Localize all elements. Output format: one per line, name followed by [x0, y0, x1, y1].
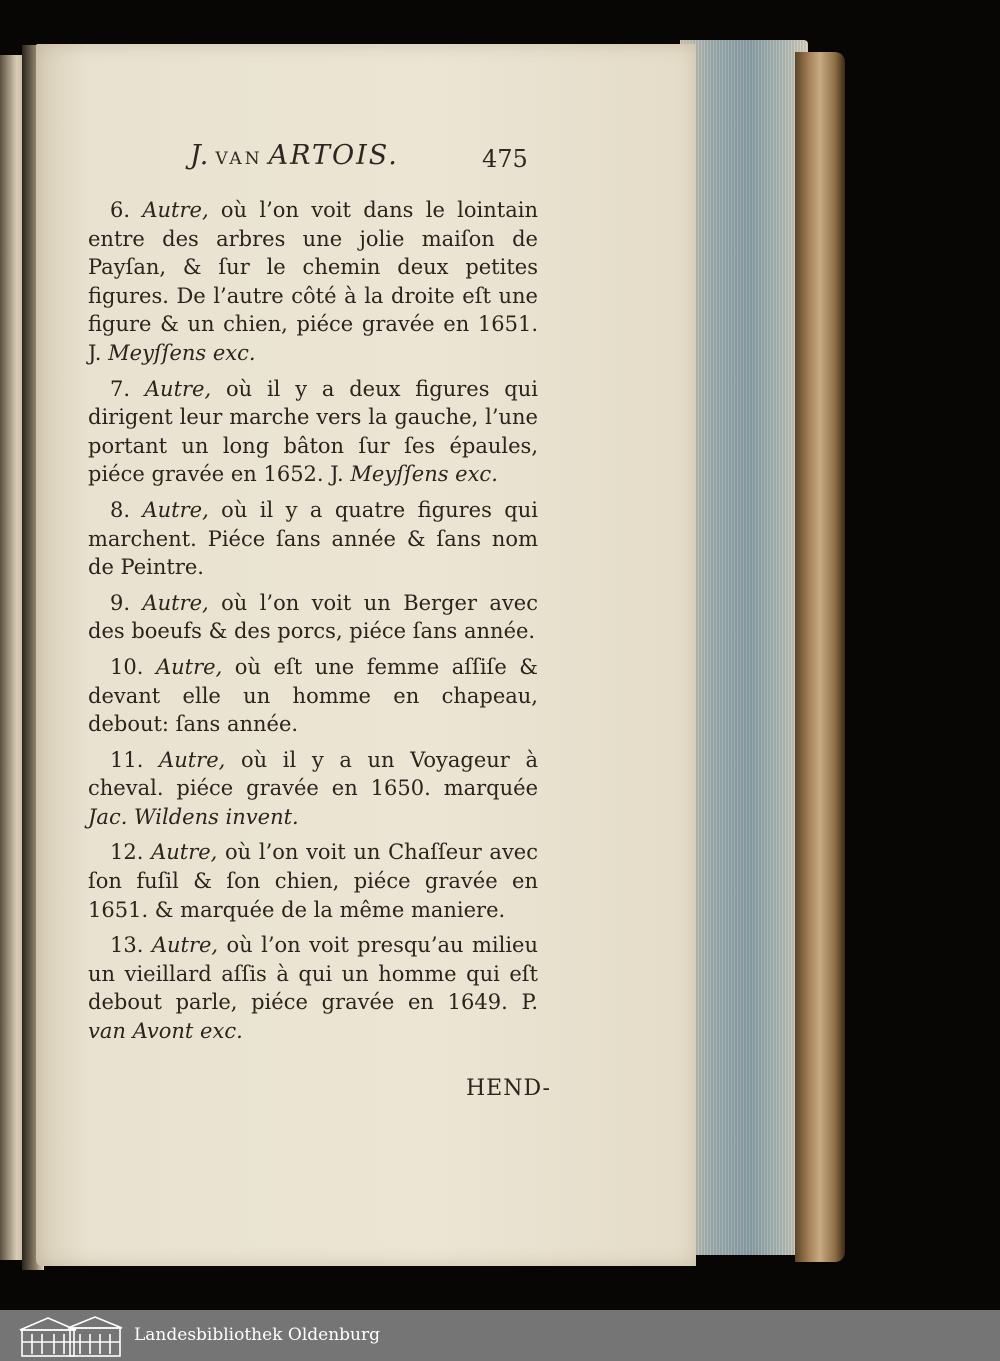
entry-number: 10. — [110, 654, 144, 679]
entry-text: où il y a deux figures qui dirigent leur marche vers la gauche, l’une portant un long bâton ſur ſes épaules, piéce gravée en 1652. J. — [88, 376, 538, 487]
header-name: ARTOIS. — [268, 140, 399, 171]
entry-italic: Jac. Wildens invent. — [88, 804, 299, 829]
header-van: VAN — [215, 149, 263, 169]
entry-number: 11. — [110, 747, 144, 772]
entry — [88, 653, 538, 739]
library-footer — [0, 1310, 1000, 1361]
entry-number: 8. — [110, 497, 131, 522]
entry-number: 12. — [110, 840, 144, 865]
entry — [88, 838, 538, 924]
library-name: Landesbibliothek Oldenburg — [134, 1325, 381, 1345]
entry-text: où l’on voit un Chaſſeur avec ſon fuſil & ſon chien, piéce gravée en 1651. & marquée de la même maniere. — [88, 840, 538, 922]
page-block-edges — [680, 40, 808, 1255]
entry — [88, 931, 538, 1045]
entry — [88, 196, 538, 368]
entry — [88, 746, 538, 832]
entry-keyword: Autre, — [142, 497, 209, 522]
entry-text: où l’on voit presqu’au milieu un vieillard aſſis à qui un homme qui eſt debout parle, piéce gravée en 1649. P. — [88, 933, 538, 1015]
entry-text: où eſt une femme aſſiſe & devant elle un homme en chapeau, debout: ſans année. — [88, 654, 538, 737]
entry-keyword: Autre, — [151, 840, 218, 865]
entry-text: où il y a un Voyageur à cheval. piéce gravée en 1650. marquée — [88, 747, 538, 801]
entry-keyword: Autre, — [144, 376, 212, 401]
page-text — [88, 196, 538, 1053]
entry-keyword: Autre, — [159, 747, 226, 772]
entry — [88, 589, 538, 646]
entry-text: où l’on voit dans le lointain entre des arbres une jolie maiſon de Payſan, & ſur le chemin deux petites figures. De l’autre côté à la droite eſt une figure & un chien, piéce gravée en 1651. J. — [88, 198, 538, 365]
page-number: 475 — [482, 145, 528, 173]
entry-text: où l’on voit un Berger avec des boeufs & des porcs, piéce ſans année. — [88, 590, 538, 644]
entry-keyword: Autre, — [142, 198, 209, 222]
entry-number: 7. — [110, 376, 131, 401]
entry — [88, 375, 538, 489]
entry-number: 9. — [110, 590, 131, 615]
library-building-icon — [18, 1314, 124, 1358]
entry-keyword: Autre, — [155, 654, 223, 679]
catchword: HEND- — [466, 1076, 551, 1101]
header-initial: J. — [190, 140, 210, 171]
running-header — [190, 140, 530, 184]
entry-italic: van Avont exc. — [88, 1019, 243, 1044]
entry-number: 6. — [110, 198, 131, 222]
entry — [88, 496, 538, 582]
entry-keyword: Autre, — [142, 590, 209, 615]
entry-text: où il y a quatre figures qui marchent. Piéce ſans année & ſans nom de Peintre. — [88, 497, 538, 580]
entry-italic: Meyſſens exc. — [350, 462, 498, 487]
book-cover-edge — [795, 52, 845, 1262]
entry-italic: Meyſſens exc. — [108, 340, 256, 365]
entry-number: 13. — [110, 933, 144, 958]
entry-keyword: Autre, — [151, 933, 219, 958]
